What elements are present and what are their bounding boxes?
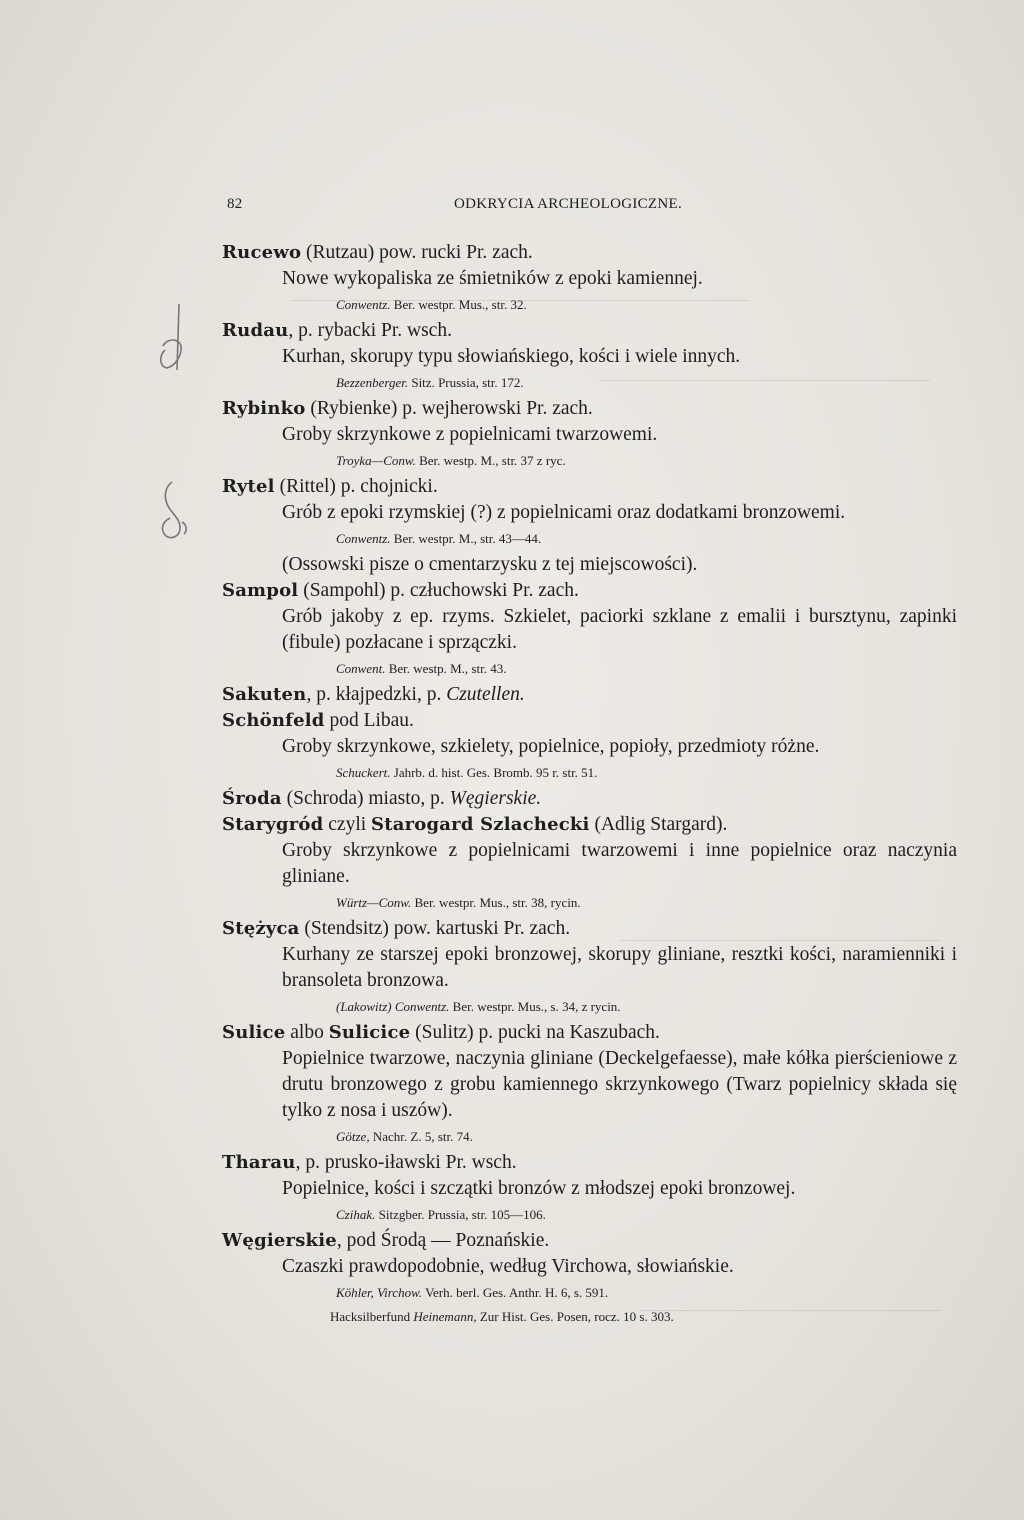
head-text: (Rittel) p. chojnicki. <box>274 476 438 497</box>
entry-source-2 <box>222 1306 957 1328</box>
headword: Rudau <box>222 320 289 341</box>
entry-source <box>222 994 957 1020</box>
entry-source <box>222 890 957 916</box>
entry-description: Popielnice twarzowe, naczynia gliniane (Deckelgefaesse), małe kółka pierścieniowe z drutu bronzowego z grobu kamiennego skrzynkowego (Twarz popielnicy składa się tylko z nosa i uszów). <box>282 1048 957 1121</box>
head-text: (Rybienke) p. wejherowski Pr. zach. <box>305 398 593 419</box>
entry-description: Groby skrzynkowe z popielnicami twarzowemi. <box>282 424 658 445</box>
head-text: czyli <box>323 814 372 835</box>
entry-source <box>222 526 957 552</box>
source-ref: Zur Hist. Ges. Posen, rocz. 10 s. 303. <box>476 1309 674 1324</box>
source-ref: Verh. berl. Ges. Anthr. H. 6, s. 591. <box>422 1285 609 1300</box>
headword: Stężyca <box>222 918 300 939</box>
entry-sampol <box>222 578 957 682</box>
head-text: (Adlig Stargard). <box>589 814 728 835</box>
head-text: pod Libau. <box>324 710 414 731</box>
entry-source <box>222 1280 957 1306</box>
entry-wegierskie <box>222 1228 957 1328</box>
source-ref: Nachr. Z. 5, str. 74. <box>369 1129 473 1144</box>
source-ref: Ber. westpr. Mus., str. 32. <box>390 297 527 312</box>
source-ref: Ber. westp. M., str. 43. <box>385 661 507 676</box>
entry-sakuten <box>222 682 957 708</box>
entry-description: Grób jakoby z ep. rzyms. Szkielet, paciorki szklane z emalii i bursztynu, zapinki (fibule) pozłacane i sprzączki. <box>282 606 957 653</box>
source-ref: Ber. westpr. M., str. 43—44. <box>390 531 542 546</box>
entry-sroda <box>222 786 957 812</box>
head-text: albo <box>285 1022 329 1043</box>
head-text: (Schroda) miasto, p. <box>281 788 450 809</box>
entry-rudau <box>222 318 957 396</box>
entry-description: Kurhany ze starszej epoki bronzowej, skorupy gliniane, resztki kości, naramienniki i bransoleta bronzowa. <box>282 944 957 991</box>
head-text: (Sampohl) p. człuchowski Pr. zach. <box>298 580 579 601</box>
headword: Rucewo <box>222 242 302 263</box>
headword: Schönfeld <box>222 710 325 731</box>
entry-stezyca <box>222 916 957 1020</box>
entry-rybinko <box>222 396 957 474</box>
pencil-mark-b <box>150 478 200 548</box>
source-ref: Sitz. Prussia, str. 172. <box>408 375 524 390</box>
headword: Tharau <box>222 1152 296 1173</box>
entry-source <box>222 292 957 318</box>
headword-alt: Sulicice <box>328 1022 411 1043</box>
source-ref: Ber. westp. M., str. 37 z ryc. <box>415 453 566 468</box>
page-number: 82 <box>227 196 243 212</box>
head-text: , pod Środą — Poznańskie. <box>336 1230 550 1251</box>
source-author: Köhler, Virchow. <box>336 1285 423 1300</box>
headword: Sakuten <box>222 684 307 705</box>
entry-description: Czaszki prawdopodobnie, według Virchowa, słowiańskie. <box>282 1256 734 1277</box>
cross-reference: Czutellen. <box>446 684 525 705</box>
entry-tharau <box>222 1150 957 1228</box>
entry-source <box>222 760 957 786</box>
entry-source <box>222 656 957 682</box>
entry-rucewo <box>222 240 957 318</box>
entry-rytel <box>222 474 957 578</box>
source-author: Czihak. <box>336 1207 376 1222</box>
entry-schonfeld <box>222 708 957 786</box>
entry-description: Popielnice, kości i szczątki bronzów z młodszej epoki bronzowej. <box>282 1178 796 1199</box>
source-ref: Ber. westpr. Mus., s. 34, z rycin. <box>449 999 621 1014</box>
source-author: Würtz—Conw. <box>336 895 412 910</box>
head-text: (Stendsitz) pow. kartuski Pr. zach. <box>299 918 571 939</box>
headword: Sampol <box>222 580 299 601</box>
source-author: Troyka—Conw. <box>336 453 416 468</box>
entry-description: Nowe wykopaliska ze śmietników z epoki kamiennej. <box>282 268 703 289</box>
source-author: Heinemann, <box>413 1309 477 1324</box>
source-ref: Sitzgber. Prussia, str. 105—106. <box>375 1207 546 1222</box>
page-header <box>0 196 1024 220</box>
headword: Środa <box>222 788 282 809</box>
head-text: (Sulitz) p. pucki na Kaszubach. <box>410 1022 660 1043</box>
source-author: Conwentz. <box>336 297 391 312</box>
head-text: , p. rybacki Pr. wsch. <box>288 320 452 341</box>
head-text: , p. prusko-iławski Pr. wsch. <box>295 1152 517 1173</box>
entry-description: Grób z epoki rzymskiej (?) z popielnicami oraz dodatkami bronzowemi. <box>282 502 846 523</box>
source-prefix: Hacksilberfund <box>330 1309 414 1324</box>
headword: Rytel <box>222 476 275 497</box>
source-author: Conwent. <box>336 661 386 676</box>
entry-sulice <box>222 1020 957 1150</box>
source-author: (Lakowitz) Conwentz. <box>336 999 450 1014</box>
headword: Sulice <box>222 1022 286 1043</box>
headword: Węgierskie <box>222 1230 337 1251</box>
entry-source <box>222 448 957 474</box>
source-author: Götze, <box>336 1129 370 1144</box>
entry-description: Groby skrzynkowe, szkielety, popielnice, popioły, przedmioty różne. <box>282 736 820 757</box>
entry-source <box>222 370 957 396</box>
headword-alt: Starogard Szlachecki <box>371 814 590 835</box>
headword: Starygród <box>222 814 324 835</box>
running-title: ODKRYCIA ARCHEOLOGICZNE. <box>454 196 683 212</box>
entries-list <box>222 240 957 1328</box>
source-author: Bezzenberger. <box>336 375 409 390</box>
source-author: Schuckert. <box>336 765 391 780</box>
source-ref: Jahrb. d. hist. Ges. Bromb. 95 r. str. 51. <box>390 765 598 780</box>
entry-note: (Ossowski pisze o cmentarzysku z tej miejscowości). <box>282 554 698 575</box>
headword: Rybinko <box>222 398 306 419</box>
source-author: Conwentz. <box>336 531 391 546</box>
entry-description: Kurhan, skorupy typu słowiańskiego, kości i wiele innych. <box>282 346 741 367</box>
head-text: , p. kłajpedzki, p. <box>306 684 447 705</box>
head-text: (Rutzau) pow. rucki Pr. zach. <box>301 242 533 263</box>
cross-reference: Węgierskie. <box>449 788 542 809</box>
entry-source <box>222 1124 957 1150</box>
source-ref: Ber. westpr. Mus., str. 38, rycin. <box>411 895 581 910</box>
entry-starygrod <box>222 812 957 916</box>
pencil-mark-a <box>155 300 200 380</box>
entry-source <box>222 1202 957 1228</box>
entry-description: Groby skrzynkowe z popielnicami twarzowemi i inne popielnice oraz naczynia gliniane. <box>282 840 957 887</box>
